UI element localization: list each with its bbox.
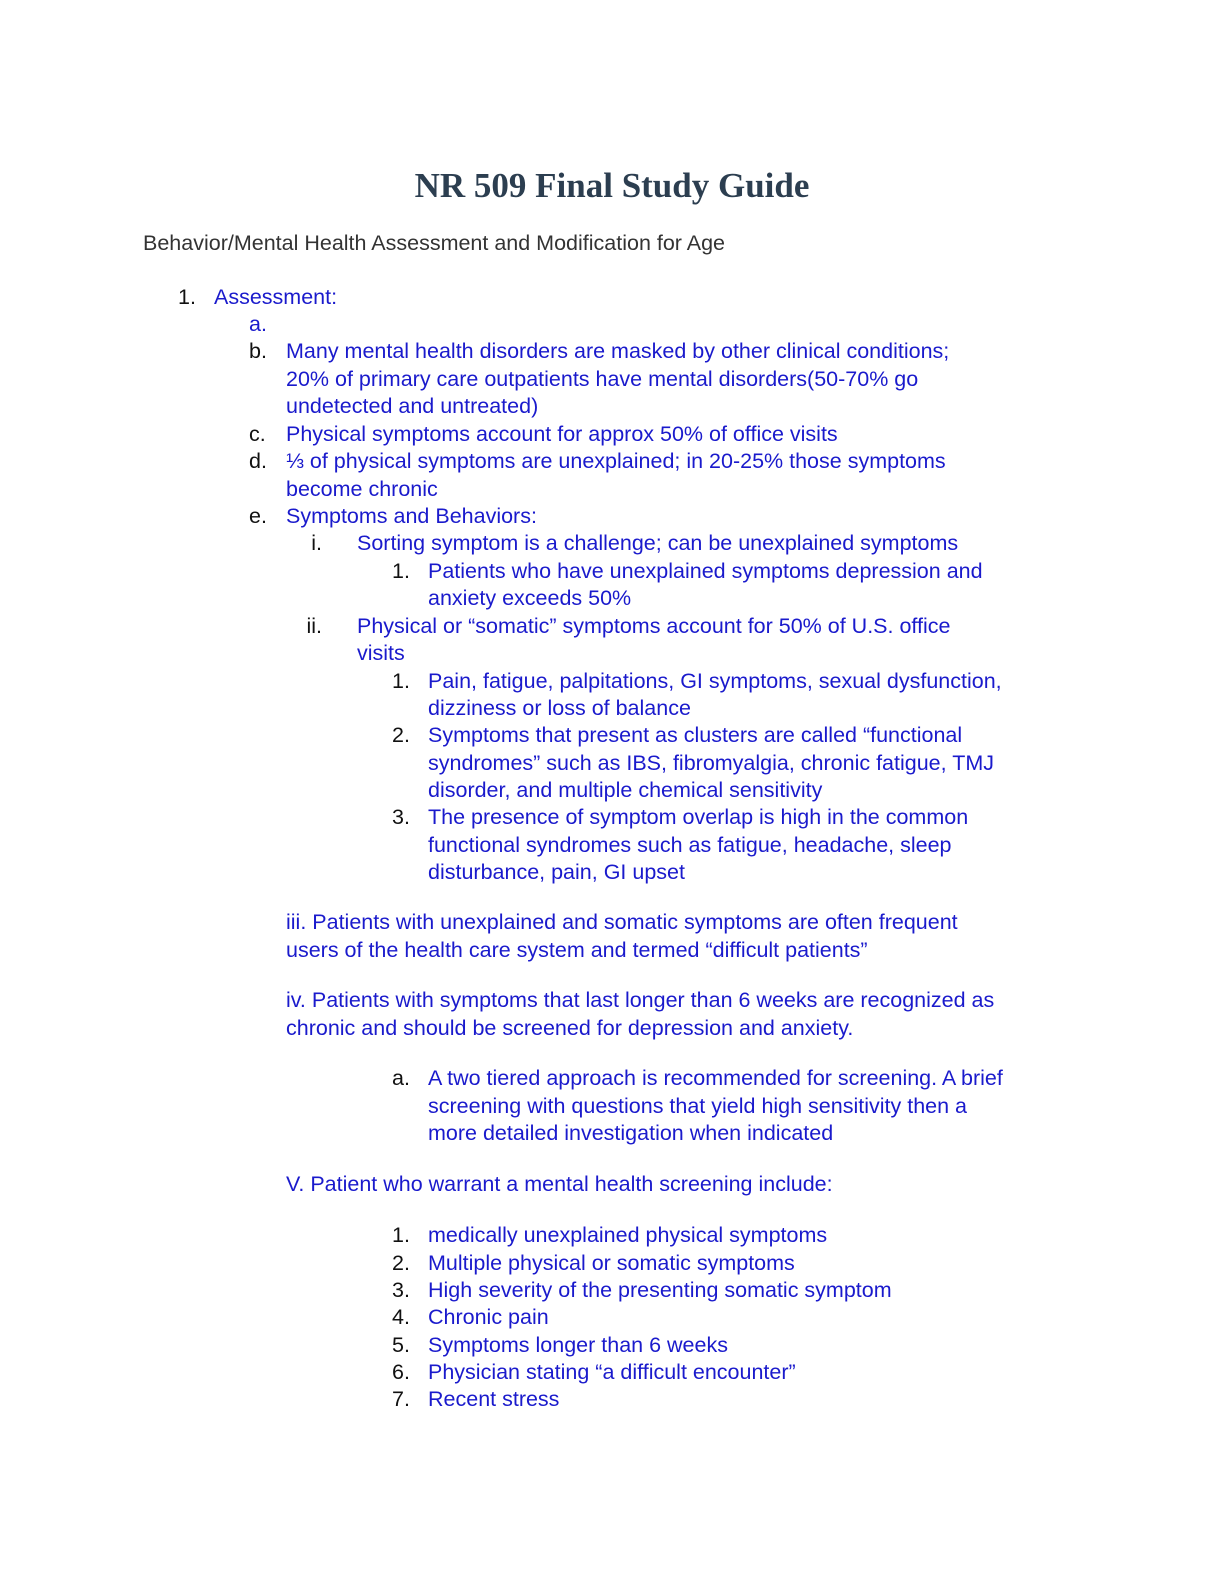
screening-item: Symptoms longer than 6 weeks bbox=[428, 1332, 728, 1357]
list-item-i1-line: anxiety exceeds 50% bbox=[428, 586, 632, 610]
list-marker: 2. bbox=[392, 1250, 410, 1275]
list-item-ii2-line: Symptoms that present as clusters are called “functional bbox=[428, 723, 963, 747]
list-item-b-line: Many mental health disorders are masked by other clinical conditions; bbox=[286, 339, 950, 363]
paragraph-iv-line: iv. Patients with symptoms that last longer than 6 weeks are recognized as bbox=[286, 988, 995, 1012]
list-item-ii-line: Physical or “somatic” symptoms account for 50% of U.S. office bbox=[357, 613, 951, 638]
list-marker: 1. bbox=[392, 1223, 410, 1247]
screening-item: Physician stating “a difficult encounter” bbox=[428, 1360, 796, 1384]
list-item-d-line: become chronic bbox=[286, 476, 438, 501]
list-marker: a. bbox=[392, 1066, 410, 1090]
paragraph-v-line: V. Patient who warrant a mental health screening include: bbox=[286, 1172, 833, 1196]
list-item-ii3-line: functional syndromes such as fatigue, headache, sleep bbox=[428, 832, 952, 857]
list-marker: 7. bbox=[392, 1387, 410, 1411]
list-item-c-line: Physical symptoms account for approx 50% of office visits bbox=[286, 421, 838, 446]
list-item-ii3-line: disturbance, pain, GI upset bbox=[428, 860, 685, 884]
list-marker: 4. bbox=[392, 1305, 410, 1329]
paragraph-iii-line: iii. Patients with unexplained and somatic symptoms are often frequent bbox=[286, 910, 958, 934]
list-item-iva-line: A two tiered approach is recommended for screening. A brief bbox=[428, 1066, 1003, 1090]
list-marker: ii. bbox=[306, 613, 322, 638]
list-item-ii1-line: Pain, fatigue, palpitations, GI symptoms, sexual dysfunction, bbox=[428, 668, 1002, 693]
list-item-ii1-line: dizziness or loss of balance bbox=[428, 696, 691, 720]
list-marker: c. bbox=[249, 421, 266, 446]
list-item-e-line: Symptoms and Behaviors: bbox=[286, 504, 537, 528]
list-item-b-line: 20% of primary care outpatients have mental disorders(50-70% go bbox=[286, 366, 919, 391]
list-item-iva-line: screening with questions that yield high sensitivity then a bbox=[428, 1093, 968, 1118]
list-item-ii2-line: syndromes” such as IBS, fibromyalgia, chronic fatigue, TMJ bbox=[428, 750, 994, 775]
list-marker: 1. bbox=[392, 558, 410, 583]
assessment-heading: Assessment: bbox=[214, 285, 338, 309]
list-item-ii-line: visits bbox=[357, 641, 405, 665]
list-item-i-line: Sorting symptom is a challenge; can be unexplained symptoms bbox=[357, 531, 959, 555]
list-marker: 6. bbox=[392, 1360, 410, 1384]
list-marker: 2. bbox=[392, 723, 410, 747]
screening-item: Chronic pain bbox=[428, 1305, 549, 1329]
list-item-d-line: ⅓ of physical symptoms are unexplained; in 20-25% those symptoms bbox=[286, 449, 946, 473]
list-item-i1-line: Patients who have unexplained symptoms depression and bbox=[428, 558, 983, 583]
list-marker: 1. bbox=[392, 668, 410, 693]
list-marker: a. bbox=[249, 312, 267, 336]
list-marker: b. bbox=[249, 339, 267, 363]
list-marker: 5. bbox=[392, 1332, 410, 1357]
list-marker: i. bbox=[311, 531, 322, 555]
section-heading: Behavior/Mental Health Assessment and Modification for Age bbox=[143, 231, 726, 255]
list-marker: d. bbox=[249, 449, 267, 473]
screening-item: Multiple physical or somatic symptoms bbox=[428, 1250, 795, 1275]
list-item-ii2-line: disorder, and multiple chemical sensitivity bbox=[428, 778, 823, 802]
screening-item: Recent stress bbox=[428, 1387, 560, 1411]
list-item-iva-line: more detailed investigation when indicated bbox=[428, 1121, 834, 1145]
paragraph-iii-line: users of the health care system and termed “difficult patients” bbox=[286, 937, 868, 962]
list-item-ii3-line: The presence of symptom overlap is high in the common bbox=[428, 805, 969, 829]
screening-item: High severity of the presenting somatic symptom bbox=[428, 1278, 892, 1302]
list-marker: 3. bbox=[392, 805, 410, 829]
list-marker: 1. bbox=[178, 285, 196, 309]
list-item-b-line: undetected and untreated) bbox=[286, 394, 539, 418]
paragraph-iv-line: chronic and should be screened for depression and anxiety. bbox=[286, 1015, 854, 1040]
list-marker: e. bbox=[249, 504, 267, 528]
screening-item: medically unexplained physical symptoms bbox=[428, 1223, 828, 1247]
list-marker: 3. bbox=[392, 1278, 410, 1302]
document-title: NR 509 Final Study Guide bbox=[414, 166, 810, 205]
